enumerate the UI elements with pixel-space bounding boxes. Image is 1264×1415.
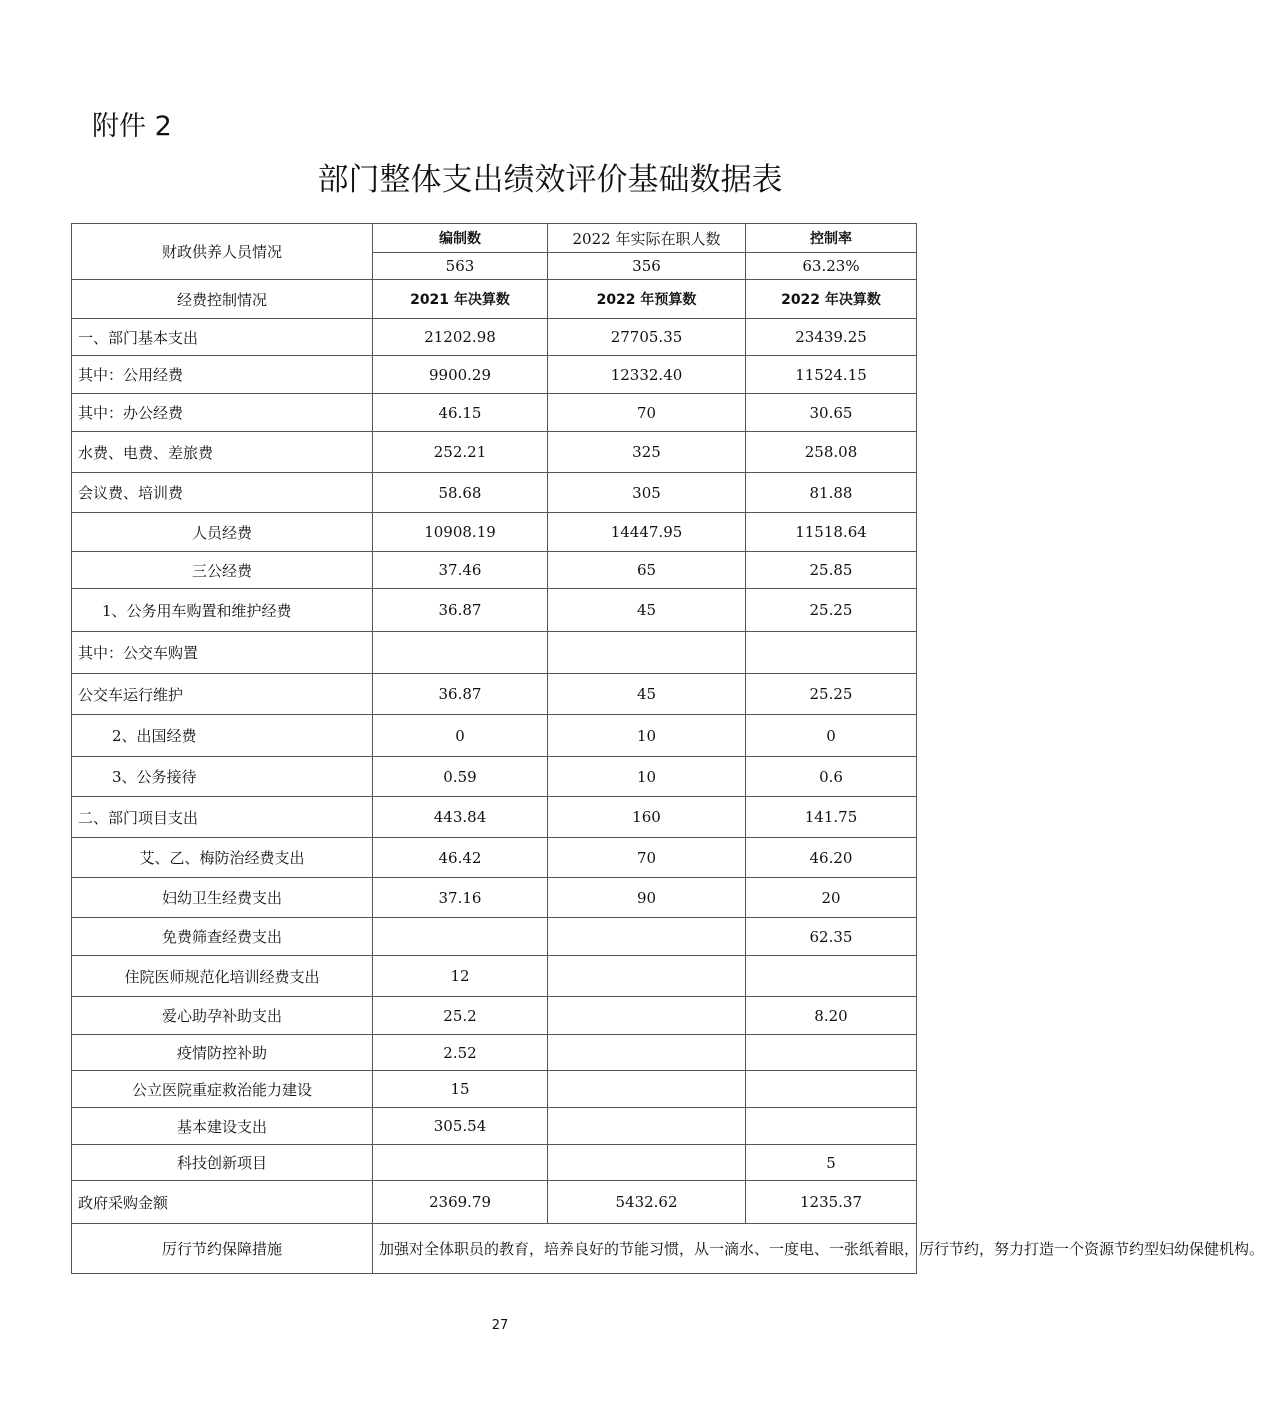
row-value-2021: 36.87 [373, 589, 548, 632]
expenditure-data-table [71, 223, 1264, 1274]
row-label: 1、公务用车购置和维护经费 [72, 589, 373, 632]
row-value-2022-final: 25.25 [746, 674, 917, 715]
row-value-2022-final: 0 [746, 715, 917, 757]
row-label: 2、出国经费 [72, 715, 373, 757]
row-value-2021 [373, 632, 548, 674]
staff-header-actual: 2022 年实际在职人数 [548, 224, 746, 253]
row-value-2021: 252.21 [373, 432, 548, 473]
table-row [72, 1071, 917, 1108]
funding-label-cell: 经费控制情况 [72, 280, 373, 319]
table-row [72, 674, 917, 715]
row-value-2022-budget [548, 1071, 746, 1108]
row-label: 其中：公交车购置 [72, 632, 373, 674]
row-label: 水费、电费、差旅费 [72, 432, 373, 473]
row-value-2022-final: 141.75 [746, 797, 917, 838]
row-value-2022-budget: 70 [548, 838, 746, 878]
measures-label: 厉行节约保障措施 [72, 1224, 373, 1274]
row-label: 基本建设支出 [72, 1108, 373, 1145]
row-value-2022-budget: 5432.62 [548, 1181, 746, 1224]
row-value-2021: 10908.19 [373, 513, 548, 552]
row-value-2022-final: 62.35 [746, 918, 917, 956]
funding-header-2022-final: 2022 年决算数 [746, 280, 917, 319]
table-row [72, 1035, 917, 1071]
row-value-2022-final: 46.20 [746, 838, 917, 878]
row-value-2022-budget: 45 [548, 589, 746, 632]
row-value-2022-final [746, 632, 917, 674]
row-value-2021: 58.68 [373, 473, 548, 513]
table-row [72, 1181, 917, 1224]
table-row [72, 356, 917, 394]
row-value-2021 [373, 918, 548, 956]
row-value-2022-budget [548, 1035, 746, 1071]
row-value-2022-budget: 10 [548, 757, 746, 797]
funding-header-row [72, 280, 917, 319]
row-value-2021: 305.54 [373, 1108, 548, 1145]
table-row [72, 632, 917, 674]
row-value-2022-final [746, 1108, 917, 1145]
row-value-2022-budget: 70 [548, 394, 746, 432]
row-label: 其中：公用经费 [72, 356, 373, 394]
row-value-2021 [373, 1145, 548, 1181]
row-value-2021: 37.46 [373, 552, 548, 589]
staff-value-actual: 356 [548, 253, 746, 280]
table-row [72, 918, 917, 956]
table-row [72, 757, 917, 797]
row-value-2022-final: 30.65 [746, 394, 917, 432]
row-value-2022-final: 258.08 [746, 432, 917, 473]
row-value-2021: 21202.98 [373, 319, 548, 356]
row-value-2022-budget [548, 918, 746, 956]
table-row [72, 432, 917, 473]
row-label: 科技创新项目 [72, 1145, 373, 1181]
row-label: 住院医师规范化培训经费支出 [72, 956, 373, 997]
row-value-2022-budget: 10 [548, 715, 746, 757]
row-value-2022-budget: 160 [548, 797, 746, 838]
row-label: 人员经费 [72, 513, 373, 552]
row-value-2021: 46.15 [373, 394, 548, 432]
row-value-2022-budget: 12332.40 [548, 356, 746, 394]
table-row [72, 797, 917, 838]
row-value-2021: 46.42 [373, 838, 548, 878]
table-row [72, 1108, 917, 1145]
row-value-2022-budget [548, 1145, 746, 1181]
row-value-2022-budget [548, 956, 746, 997]
row-value-2022-budget: 45 [548, 674, 746, 715]
document-title [0, 154, 1000, 199]
row-value-2021: 2.52 [373, 1035, 548, 1071]
staff-header-row [72, 224, 917, 253]
table-row [72, 394, 917, 432]
row-value-2021: 36.87 [373, 674, 548, 715]
row-value-2021: 0 [373, 715, 548, 757]
row-label: 二、部门项目支出 [72, 797, 373, 838]
table-row [72, 473, 917, 513]
row-value-2022-final: 11518.64 [746, 513, 917, 552]
staff-header-rate: 控制率 [746, 224, 917, 253]
row-value-2022-final: 5 [746, 1145, 917, 1181]
row-value-2021: 9900.29 [373, 356, 548, 394]
table-row [72, 878, 917, 918]
row-value-2021: 37.16 [373, 878, 548, 918]
staff-header-quota: 编制数 [373, 224, 548, 253]
table-row [72, 552, 917, 589]
row-value-2022-budget: 27705.35 [548, 319, 746, 356]
row-value-2022-budget: 305 [548, 473, 746, 513]
row-value-2021: 15 [373, 1071, 548, 1108]
row-value-2022-final [746, 1071, 917, 1108]
table-row [72, 319, 917, 356]
row-value-2022-budget: 14447.95 [548, 513, 746, 552]
row-value-2021: 2369.79 [373, 1181, 548, 1224]
table-row [72, 589, 917, 632]
row-value-2021: 25.2 [373, 997, 548, 1035]
table-row [72, 1145, 917, 1181]
row-label: 艾、乙、梅防治经费支出 [72, 838, 373, 878]
row-label: 疫情防控补助 [72, 1035, 373, 1071]
row-label: 会议费、培训费 [72, 473, 373, 513]
table-row [72, 838, 917, 878]
page-number: 27 [491, 1318, 509, 1333]
funding-header-2022-budget: 2022 年预算数 [548, 280, 746, 319]
row-value-2022-budget [548, 632, 746, 674]
table-row [72, 513, 917, 552]
row-label: 免费筛查经费支出 [72, 918, 373, 956]
row-label: 政府采购金额 [72, 1181, 373, 1224]
row-value-2021: 12 [373, 956, 548, 997]
row-value-2022-budget [548, 1108, 746, 1145]
row-value-2022-final: 23439.25 [746, 319, 917, 356]
row-label: 三公经费 [72, 552, 373, 589]
row-value-2022-budget: 325 [548, 432, 746, 473]
row-value-2021: 0.59 [373, 757, 548, 797]
staff-label-cell: 财政供养人员情况 [72, 224, 373, 280]
row-value-2022-final: 25.85 [746, 552, 917, 589]
row-label: 其中：办公经费 [72, 394, 373, 432]
table-row [72, 715, 917, 757]
row-value-2022-budget: 90 [548, 878, 746, 918]
row-label: 3、公务接待 [72, 757, 373, 797]
row-value-2022-final [746, 1035, 917, 1071]
row-value-2022-final: 8.20 [746, 997, 917, 1035]
row-value-2022-budget: 65 [548, 552, 746, 589]
funding-header-2021: 2021 年决算数 [373, 280, 548, 319]
measures-row [72, 1224, 917, 1274]
row-value-2022-final [746, 956, 917, 997]
measures-text: 加强对全体职员的教育，培养良好的节能习惯，从一滴水、一度电、一张纸着眼，厉行节约，努力打造一个资源节约型妇幼保健机构。 [373, 1224, 917, 1274]
row-value-2021: 443.84 [373, 797, 548, 838]
row-value-2022-final: 0.6 [746, 757, 917, 797]
staff-value-quota: 563 [373, 253, 548, 280]
row-value-2022-final: 20 [746, 878, 917, 918]
table-row [72, 956, 917, 997]
attachment-label: 附件 2 [92, 111, 172, 142]
row-value-2022-final: 11524.15 [746, 356, 917, 394]
row-label: 公立医院重症救治能力建设 [72, 1071, 373, 1108]
row-value-2022-final: 81.88 [746, 473, 917, 513]
row-value-2022-budget [548, 997, 746, 1035]
row-label: 妇幼卫生经费支出 [72, 878, 373, 918]
row-value-2022-final: 25.25 [746, 589, 917, 632]
staff-value-rate: 63.23% [746, 253, 917, 280]
row-label: 公交车运行维护 [72, 674, 373, 715]
row-value-2022-final: 1235.37 [746, 1181, 917, 1224]
row-label: 爱心助孕补助支出 [72, 997, 373, 1035]
row-label: 一、部门基本支出 [72, 319, 373, 356]
document-title-text: 部门整体支出绩效评价基础数据表 [317, 162, 783, 198]
table-row [72, 997, 917, 1035]
